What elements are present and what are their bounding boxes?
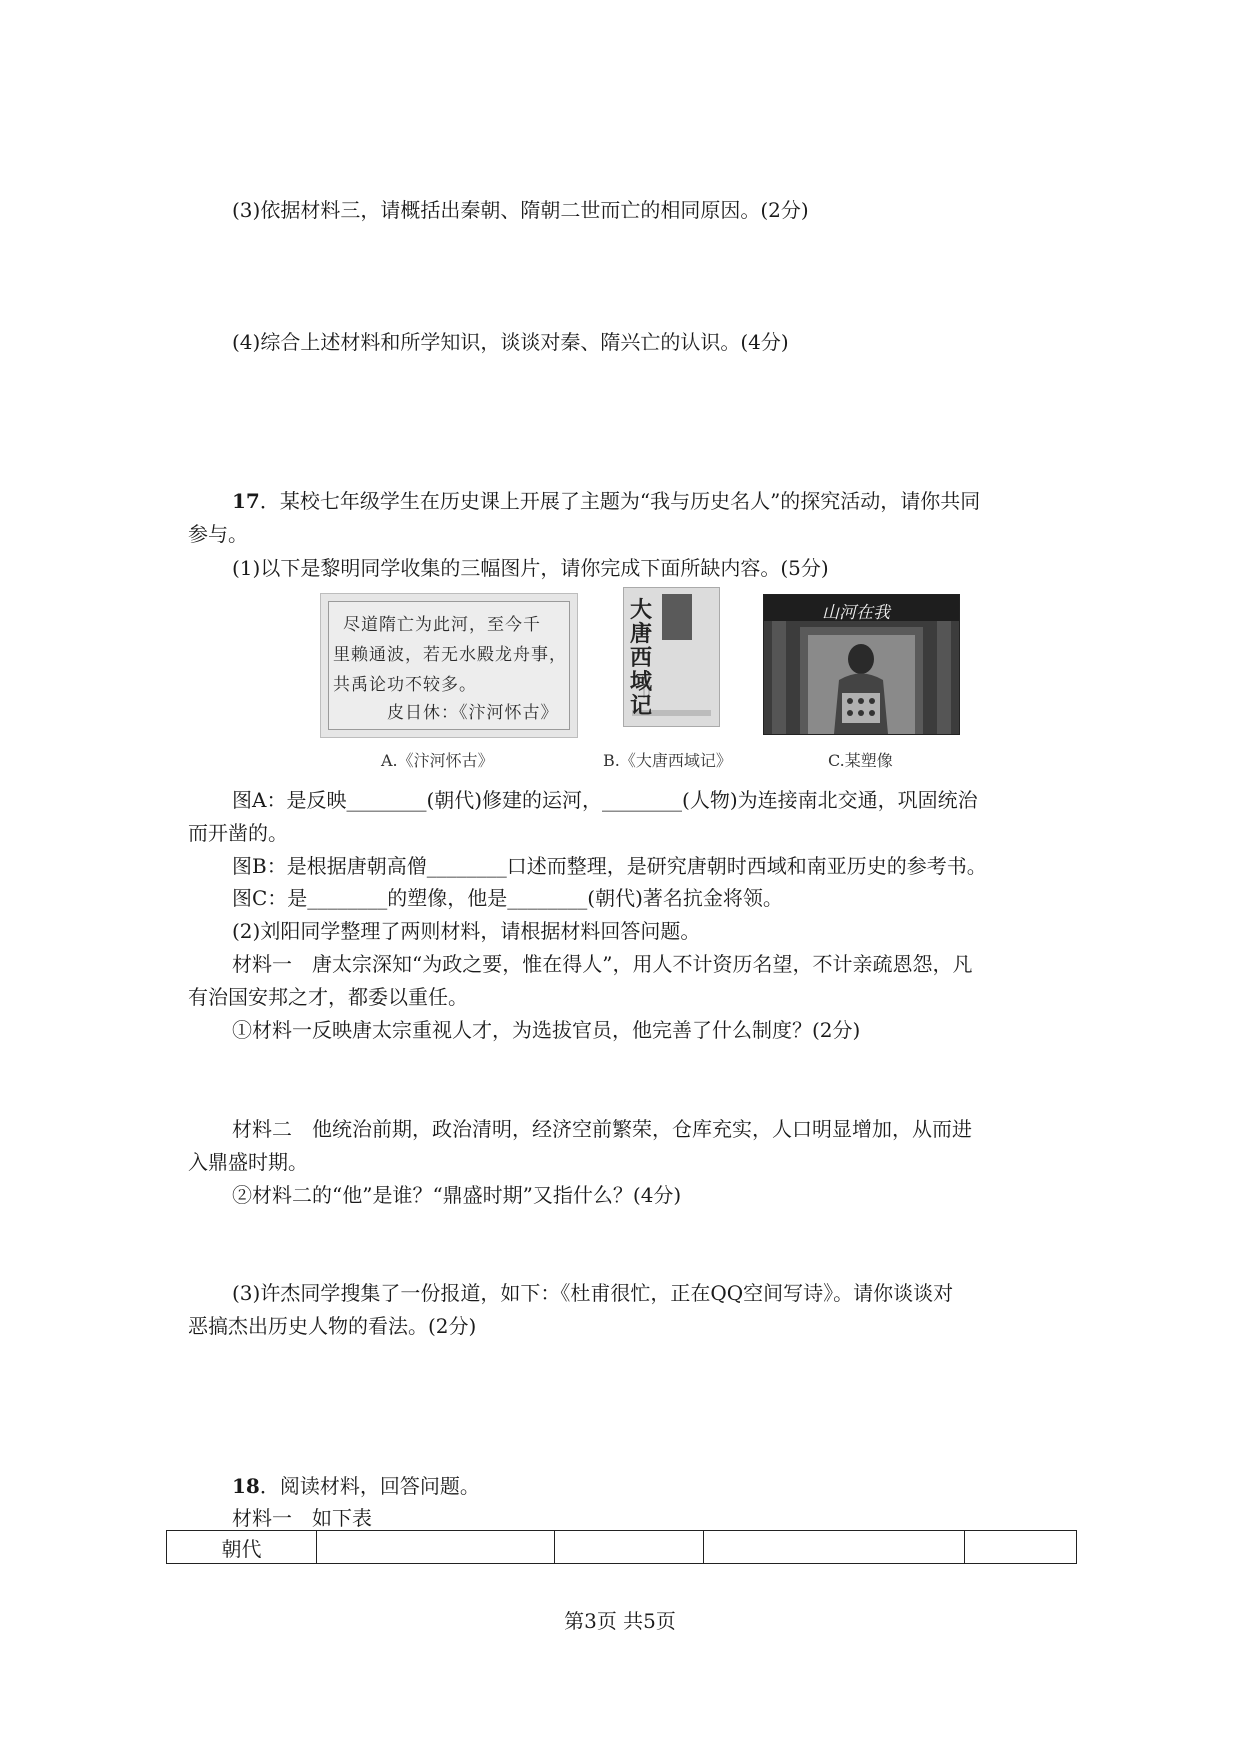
fig-a-question: 图A：是反映________(朝代)修建的运河，________(人物)为连接南北交通，巩固统治 (232, 788, 978, 812)
q17-number: 17 (232, 489, 260, 513)
q17-stem (232, 488, 980, 514)
figure-a-poem-scroll (320, 593, 578, 738)
q17-stem-text: ．某校七年级学生在历史课上开展了主题为“我与历史名人”的探究活动，请你共同 (259, 489, 981, 513)
poem-author: 皮日休：《汴河怀古》 (387, 703, 559, 723)
book-cover-title: 大唐西域记 (630, 597, 653, 719)
q17-circle1: ①材料一反映唐太宗重视人才，为选拔官员，他完善了什么制度？(2分) (232, 1018, 861, 1042)
material-2-cont: 入鼎盛时期。 (188, 1150, 308, 1174)
poem-line: 共禹论功不较多。 (333, 675, 477, 695)
q17-part2: (2)刘阳同学整理了两则材料，请根据材料回答问题。 (232, 919, 701, 943)
q17-part3-cont: 恶搞杰出历史人物的看法。(2分) (188, 1314, 477, 1338)
figure-a-caption: A.《汴河怀古》 (381, 751, 494, 770)
q17-part3: (3)许杰同学搜集了一份报道，如下：《杜甫很忙，正在QQ空间写诗》。请你谈谈对 (232, 1281, 954, 1305)
table-header-cell (704, 1531, 965, 1563)
figure-a-frame (328, 601, 570, 730)
q18-number: 18 (232, 1474, 260, 1498)
figure-b-caption: B.《大唐西域记》 (603, 751, 732, 770)
material-1-cont: 有治国安邦之才，都委以重任。 (188, 985, 468, 1009)
figure-c-caption: C.某塑像 (828, 751, 893, 770)
statue-banner: 山河在我 (822, 603, 890, 623)
q16-sub4: (4)综合上述材料和所学知识，谈谈对秦、隋兴亡的认识。(4分) (232, 330, 789, 354)
q17-stem-cont: 参与。 (188, 522, 248, 546)
material-2: 材料二 他统治前期，政治清明，经济空前繁荣，仓库充实，人口明显增加，从而进 (232, 1117, 972, 1141)
fig-a-question-cont: 而开凿的。 (188, 821, 288, 845)
figure-b-book-cover (623, 587, 720, 727)
q17-circle2: ②材料二的“他”是谁？“鼎盛时期”又指什么？(4分) (232, 1183, 682, 1207)
q16-sub3: (3)依据材料三，请概括出秦朝、隋朝二世而亡的相同原因。(2分) (232, 198, 809, 222)
poem-line: 里赖通波，若无水殿龙舟事， (333, 645, 567, 665)
material-1: 材料一 唐太宗深知“为政之要，惟在得人”，用人不计资历名望，不计亲疏恩怨，凡 (232, 952, 973, 976)
poem-line: 尽道隋亡为此河，至今千 (343, 615, 541, 635)
table-header-cell (317, 1531, 555, 1563)
page-footer: 第3页 共5页 (564, 1609, 676, 1633)
table-header-cell (555, 1531, 704, 1563)
fig-b-question: 图B：是根据唐朝高僧________口述而整理，是研究唐朝时西域和南亚历史的参考书。 (232, 854, 987, 878)
q17-part1: (1)以下是黎明同学收集的三幅图片，请你完成下面所缺内容。(5分) (232, 556, 829, 580)
table-header-cell (965, 1531, 1076, 1563)
table-header-cell: 朝代 (167, 1531, 317, 1563)
fig-c-question: 图C：是________的塑像，他是________(朝代)著名抗金将领。 (232, 886, 783, 910)
dynasty-table (166, 1530, 1077, 1564)
q18-material-1: 材料一 如下表 (232, 1506, 372, 1530)
q18-stem-text: ．阅读材料，回答问题。 (259, 1474, 480, 1498)
q18-stem (232, 1473, 480, 1499)
figure-c-statue-photo (763, 594, 960, 735)
